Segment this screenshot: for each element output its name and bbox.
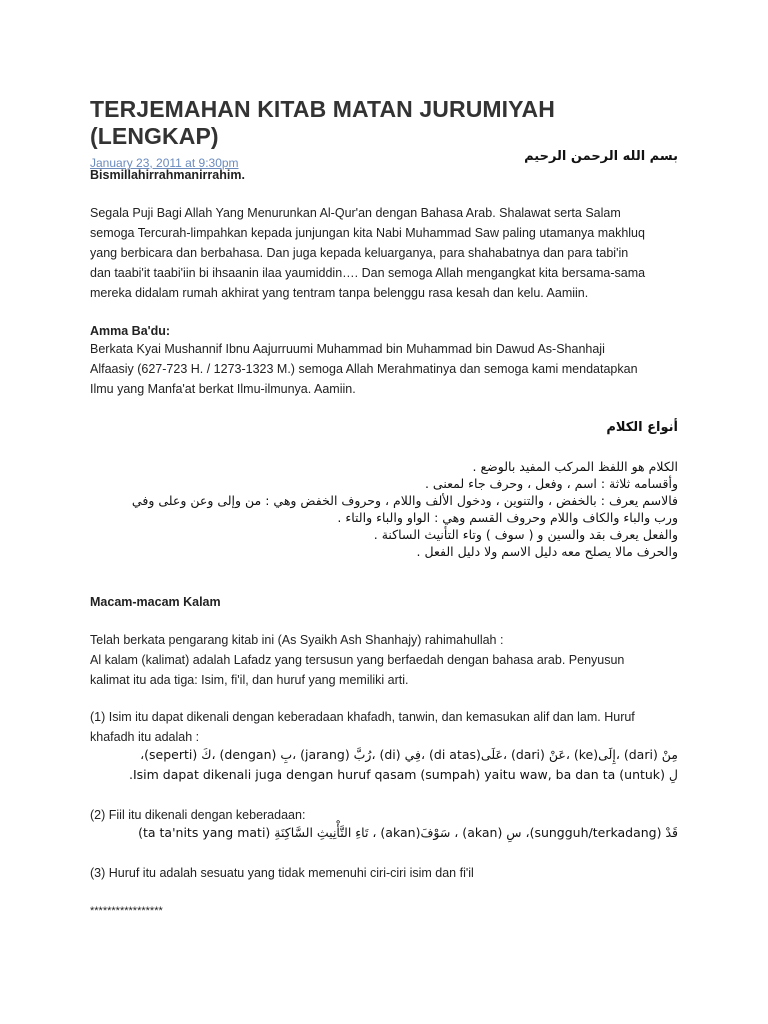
post-date-link[interactable]: January 23, 2011 at 9:30pm: [90, 156, 239, 170]
point-isim-examples: [78, 745, 678, 785]
basmalah-latin: Bismillahirrahmanirrahim.: [90, 168, 245, 182]
text-line: Ilmu yang Manfa'at berkat Ilmu-ilmunya. Aamiin.: [90, 382, 356, 396]
text-line: khafadh itu adalah :: [90, 730, 200, 744]
text-line: dan taabi'it taabi'iin bi ihsaanin ilaa yaumiddin…. Dan semoga Allah mengangkat kita bersama-sama: [90, 266, 646, 280]
text-line: Alfaasiy (627-723 H. / 1273-1323 M.) semoga Allah Merahmatinya dan semoga kami mendatapkan: [90, 362, 638, 376]
mixed-line: لِ (untuk) Isim dapat dikenali juga dengan huruf qasam (sumpah) yaitu waw, ba dan ta.: [128, 767, 678, 782]
arabic-line: والحرف مالا يصلح معه دليل الاسم ولا دليل الفعل .: [416, 544, 678, 559]
point-fiil-examples: قَدْ (sungguh/terkadang)، سِ (akan) ، سَوْفَ(akan) ، تَاءِ التَّأْنِيثِ السَّاكِنَةِ (ta ta'nits yang mati): [138, 825, 678, 840]
text-line: Berkata Kyai Mushannif Ibnu Aajurruumi Muhammad bin Muhammad bin Dawud As-Shanhaji: [90, 342, 605, 356]
text-line: kalimat itu ada tiga: Isim, fi'il, dan huruf yang memiliki arti.: [90, 673, 409, 687]
arabic-line: والفعل يعرف بقد والسين و ( سوف ) وتاء التأنيث الساكنة .: [373, 527, 678, 542]
amma-heading: Amma Ba'du:: [90, 324, 171, 338]
post-title: TERJEMAHAN KITAB MATAN JURUMIYAH (LENGKAP): [90, 96, 555, 149]
arabic-line: الكلام هو اللفظ المركب المفيد بالوضع .: [472, 459, 678, 474]
point-huruf: (3) Huruf itu adalah sesuatu yang tidak memenuhi ciri-ciri isim dan fi'il: [90, 866, 474, 880]
text-line: (1) Isim itu dapat dikenali dengan keberadaan khafadh, tanwin, dan kemasukan alif dan lam. Huruf: [90, 710, 635, 724]
text-line: Al kalam (kalimat) adalah Lafadz yang tersusun yang berfaedah dengan bahasa arab. Penyusun: [90, 653, 625, 667]
basmalah-arabic: بسم الله الرحمن الرحيم: [524, 149, 678, 164]
text-line: yang berbicara dan berbahasa. Dan juga kepada keluarganya, para shahabatnya dan para tabi'in: [90, 246, 629, 260]
opening-paragraph: [90, 203, 690, 303]
mixed-line: مِنْ (dari) ،إِلَى(ke) ،عَنْ (dari) ،عَلَى(di atas) ،فِي (di) ،رُبَّ (jarang) ،بِ (dengan) ،كَ (seperti)،: [140, 747, 678, 762]
point-fiil: (2) Fiil itu dikenali dengan keberadaan:: [90, 808, 306, 822]
arabic-matan: [78, 458, 678, 560]
kalam-heading: Macam-macam Kalam: [90, 595, 221, 609]
amma-paragraph: [90, 339, 690, 399]
text-line: Telah berkata pengarang kitab ini (As Syaikh Ash Shanhajy) rahimahullah :: [90, 633, 504, 647]
arabic-line: فالاسم يعرف : بالخفض ، والتنوين ، ودخول الألف واللام ، وحروف الخفض وهي : من وإلى وعن وعلى وفي: [131, 493, 678, 508]
text-line: Segala Puji Bagi Allah Yang Menurunkan Al-Qur'an dengan Bahasa Arab. Shalawat serta Salam: [90, 206, 621, 220]
separator-stars: *****************: [90, 905, 163, 917]
arabic-line: ورب والباء والكاف واللام وحروف القسم وهي : الواو والباء والتاء .: [337, 510, 678, 525]
kalam-paragraph: [90, 630, 690, 690]
article: [90, 96, 678, 917]
text-line: semoga Tercurah-limpahkan kepada junjungan kita Nabi Muhammad Saw paling utamanya makhluq: [90, 226, 645, 240]
arabic-heading: أنواع الكلام: [606, 420, 678, 435]
arabic-line: وأقسامه ثلاثة : اسم ، وفعل ، وحرف جاء لمعنى .: [424, 476, 678, 491]
point-isim: [90, 707, 690, 747]
text-line: mereka didalam rumah akhirat yang tentram tanpa belenggu rasa kesah dan kelu. Aamiin.: [90, 286, 589, 300]
